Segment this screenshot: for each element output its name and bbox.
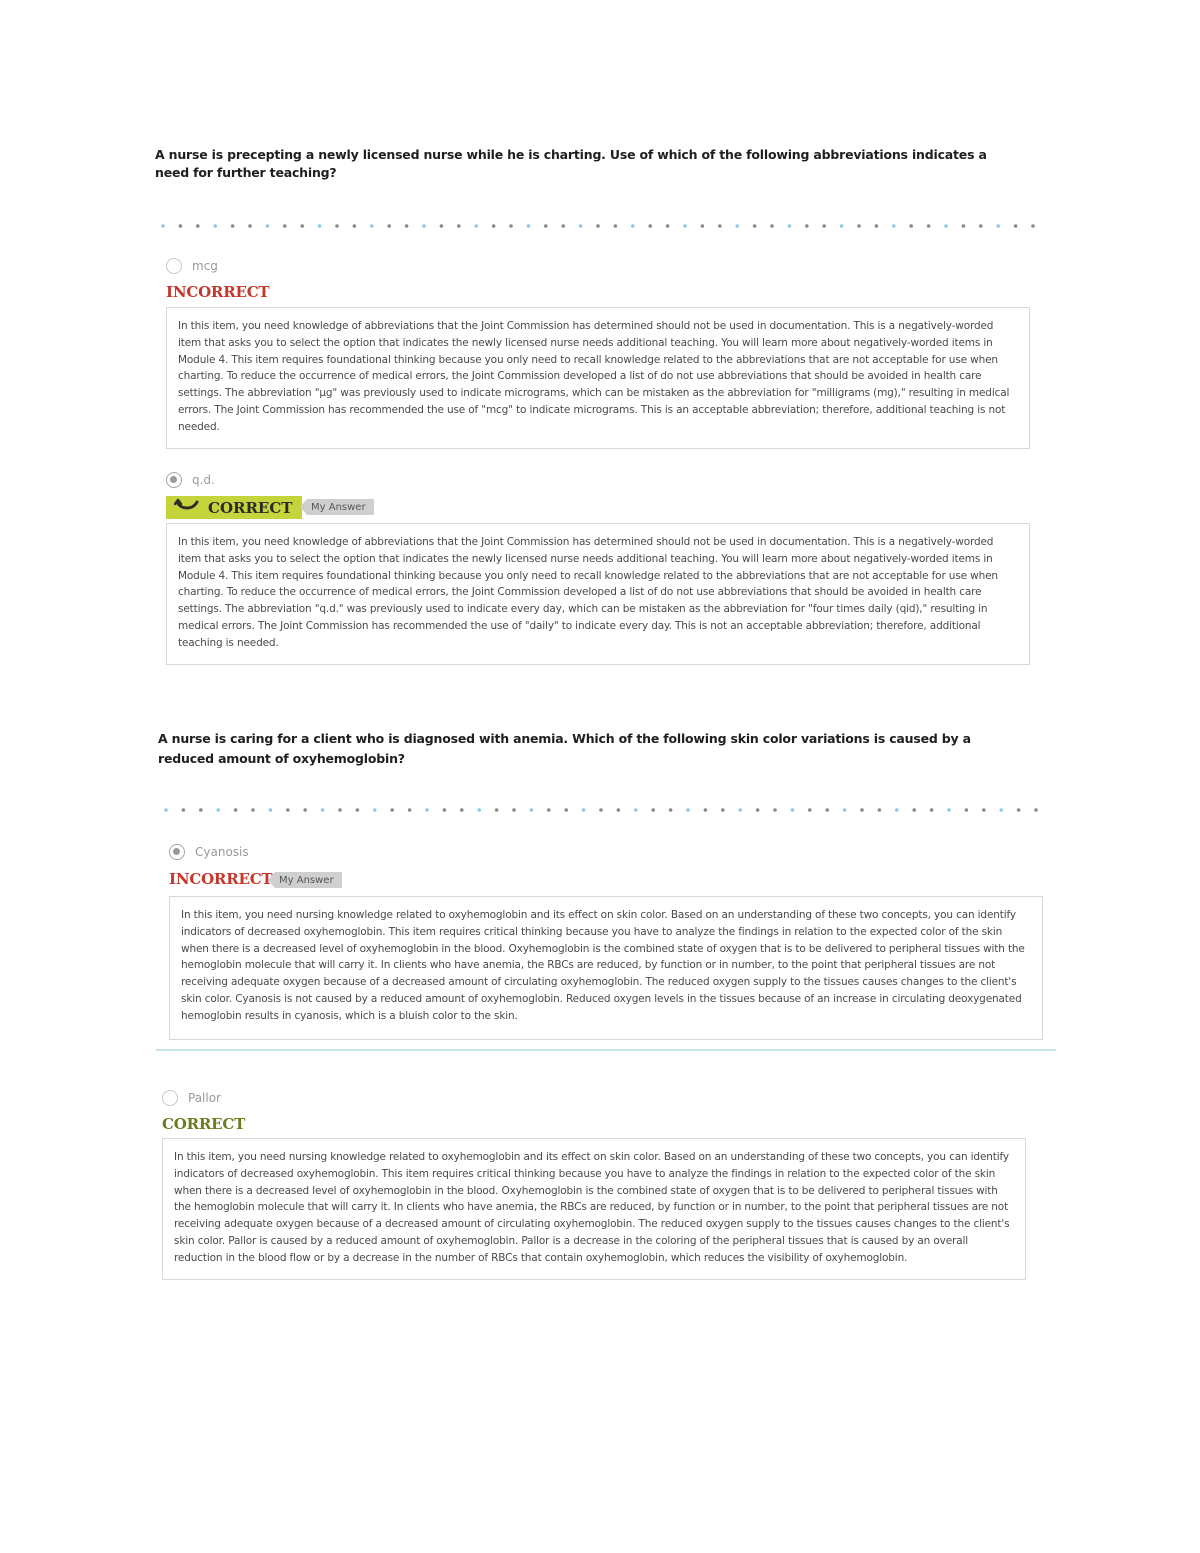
separator-dot	[599, 808, 603, 812]
q2-option-pallor-label: Pallor	[188, 1091, 221, 1105]
separator-dot	[303, 808, 307, 812]
q1-option-qd-radio[interactable]	[166, 472, 182, 488]
separator-dot	[860, 808, 864, 812]
separator-dot	[283, 224, 287, 228]
separator-dot	[788, 224, 792, 228]
separator-dot	[405, 224, 409, 228]
separator-dot	[457, 224, 461, 228]
q2-option-pallor[interactable]	[162, 1090, 221, 1106]
q1-option-qd[interactable]	[166, 472, 215, 488]
separator-dot	[443, 808, 447, 812]
separator-dot	[1014, 224, 1018, 228]
separator-dot	[982, 808, 986, 812]
q1-option-mcg-label: mcg	[192, 259, 218, 273]
separator-dot	[822, 224, 826, 228]
separator-dot	[840, 224, 844, 228]
separator-dot	[1017, 808, 1021, 812]
separator-dot	[770, 224, 774, 228]
separator-dot	[651, 808, 655, 812]
separator-dot	[251, 808, 255, 812]
separator-dot	[269, 808, 273, 812]
q2-my-answer-label: My Answer	[275, 872, 342, 888]
separator-dot	[666, 224, 670, 228]
separator-dot	[353, 224, 357, 228]
separator-dot	[825, 808, 829, 812]
separator-dot	[182, 808, 186, 812]
smile-check-icon	[174, 498, 200, 517]
separator-dot	[440, 224, 444, 228]
separator-dot	[1031, 224, 1035, 228]
separator-dot	[753, 224, 757, 228]
separator-dot	[875, 224, 879, 228]
separator-dot	[718, 224, 722, 228]
q1-option-mcg[interactable]	[166, 258, 218, 274]
separator-dot	[564, 808, 568, 812]
separator-dot	[756, 808, 760, 812]
separator-dot	[408, 808, 412, 812]
separator-dot	[965, 808, 969, 812]
separator-dot	[892, 224, 896, 228]
q2-option-cyanosis-status: INCORRECT	[169, 870, 273, 888]
separator-dot	[286, 808, 290, 812]
separator-dot	[231, 224, 235, 228]
separator-dot	[634, 808, 638, 812]
q1-option-qd-label: q.d.	[192, 473, 215, 487]
separator-dot	[266, 224, 270, 228]
separator-dot	[216, 808, 220, 812]
question-2-text: A nurse is caring for a client who is diagnosed with anemia. Which of the following skin color variations is caused by a reduced amount of oxyhemoglobin?	[158, 731, 971, 766]
separator-dot	[735, 224, 739, 228]
separator-dot	[721, 808, 725, 812]
separator-dot	[909, 224, 913, 228]
separator-dot	[857, 224, 861, 228]
separator-dot	[648, 224, 652, 228]
separator-dot	[199, 808, 203, 812]
separator-dot	[213, 224, 217, 228]
separator-dot	[338, 808, 342, 812]
separator-dot	[356, 808, 360, 812]
q2-option-pallor-radio[interactable]	[162, 1090, 178, 1106]
separator-dot	[318, 224, 322, 228]
separator-dot	[631, 224, 635, 228]
separator-dot	[947, 808, 951, 812]
separator-dot	[495, 808, 499, 812]
q2-option-pallor-status: CORRECT	[162, 1115, 246, 1133]
separator-dot	[425, 808, 429, 812]
separator-dot	[669, 808, 673, 812]
separator-dot	[912, 808, 916, 812]
q1-my-answer-tag	[300, 499, 374, 515]
q2-option-cyanosis-label: Cyanosis	[195, 845, 249, 859]
q2-option-pallor-rationale: In this item, you need nursing knowledge related to oxyhemoglobin and its effect on skin color. Based on an understanding of these two concepts, you can identify indicators of decreased oxyhemoglobin. This item requires critical thinking because you have to analyze the findings in relation to the expected color of the skin when there is a decreased level of oxyhemoglobin in the blood. Oxyhemoglobin is the combined state of oxygen that is to be delivered to peripheral tissues with the hemoglobin molecule that will carry it. In clients who have anemia, the RBCs are reduced, by function or in number, to the point that peripheral tissues are not receiving adequate oxygen because of a decreased amount of circulating oxyhemoglobin. The reduced oxygen supply to the tissues causes changes to the client's skin color. Pallor is caused by a reduced amount of oxyhemoglobin. Pallor is a decrease in the coloring of the peripheral tissues that is caused by an overall reduction in the blood flow or by a decrease in the number of RBCs that contain oxyhemoglobin, which reduces the visibility of oxyhemoglobin.	[162, 1138, 1026, 1280]
separator-dot	[547, 808, 551, 812]
separator-dot	[791, 808, 795, 812]
separator-dot	[527, 224, 531, 228]
separator-dot	[930, 808, 934, 812]
separator-dot	[704, 808, 708, 812]
separator-dot	[808, 808, 812, 812]
separator-dot	[164, 808, 168, 812]
separator-dot	[512, 808, 516, 812]
q2-option-cyanosis-radio[interactable]	[169, 844, 185, 860]
separator-dot	[422, 224, 426, 228]
separator-dot	[683, 224, 687, 228]
question-1-dotted-separator	[160, 223, 1035, 229]
separator-dot	[248, 224, 252, 228]
separator-dot	[999, 808, 1003, 812]
separator-dot	[530, 808, 534, 812]
separator-dot	[477, 808, 481, 812]
separator-dot	[387, 224, 391, 228]
separator-dot	[582, 808, 586, 812]
q1-my-answer-label: My Answer	[307, 499, 374, 515]
separator-dot	[895, 808, 899, 812]
separator-dot	[962, 224, 966, 228]
separator-dot	[544, 224, 548, 228]
separator-dot	[686, 808, 690, 812]
separator-dot	[596, 224, 600, 228]
separator-dot	[805, 224, 809, 228]
separator-dot	[390, 808, 394, 812]
separator-dot	[370, 224, 374, 228]
q2-my-answer-tag	[268, 872, 342, 888]
separator-dot	[509, 224, 513, 228]
separator-dot	[878, 808, 882, 812]
separator-dot	[196, 224, 200, 228]
separator-dot	[773, 808, 777, 812]
separator-dot	[738, 808, 742, 812]
separator-dot	[492, 224, 496, 228]
section-divider	[156, 1049, 1056, 1051]
separator-dot	[321, 808, 325, 812]
q1-option-qd-status: CORRECT	[208, 498, 293, 517]
q2-option-cyanosis-rationale: In this item, you need nursing knowledge related to oxyhemoglobin and its effect on skin color. Based on an understanding of these two concepts, you can identify indicators of decreased oxyhemoglobin. This item requires critical thinking because you have to analyze the findings in relation to the expected color of the skin when there is a decreased level of oxyhemoglobin in the blood. Oxyhemoglobin is the combined state of oxygen that is to be delivered to peripheral tissues with the hemoglobin molecule that will carry it. In clients who have anemia, the RBCs are reduced, by function or in number, to the point that peripheral tissues are not receiving adequate oxygen because of a decreased amount of circulating oxyhemoglobin. The reduced oxygen supply to the tissues causes changes to the client's skin color. Cyanosis is not caused by a reduced amount of oxyhemoglobin. Reduced oxygen levels in the tissues because of an increase in circulating deoxygenated hemoglobin results in cyanosis, which is a bluish color to the skin.	[169, 896, 1043, 1040]
q2-option-cyanosis[interactable]	[169, 844, 249, 860]
q1-option-qd-correct-badge	[166, 496, 302, 519]
separator-dot	[460, 808, 464, 812]
separator-dot	[579, 224, 583, 228]
separator-dot	[474, 224, 478, 228]
separator-dot	[179, 224, 183, 228]
separator-dot	[1034, 808, 1038, 812]
question-2-dotted-separator	[163, 807, 1048, 813]
q1-option-mcg-rationale: In this item, you need knowledge of abbreviations that the Joint Commission has determined should not be used in documentation. This is a negatively-worded item that asks you to select the option that indicates the newly licensed nurse needs additional teaching. You will learn more about negatively-worded items in Module 4. This item requires foundational thinking because you only need to recall knowledge related to the abbreviations that are not acceptable for use when charting. To reduce the occurrence of medical errors, the Joint Commission developed a list of do not use abbreviations that should be avoided in health care settings. The abbreviation "μg" was previously used to indicate micrograms, which can be mistaken as the abbreviation for "milligrams (mg)," resulting in medical errors. The Joint Commission has recommended the use of "mcg" to indicate micrograms. This is an acceptable abbreviation; therefore, additional teaching is not needed.	[166, 307, 1030, 449]
separator-dot	[300, 224, 304, 228]
separator-dot	[996, 224, 1000, 228]
q1-option-mcg-radio[interactable]	[166, 258, 182, 274]
separator-dot	[927, 224, 931, 228]
separator-dot	[944, 224, 948, 228]
q1-option-mcg-status: INCORRECT	[166, 283, 270, 301]
separator-dot	[161, 224, 165, 228]
separator-dot	[335, 224, 339, 228]
separator-dot	[234, 808, 238, 812]
separator-dot	[617, 808, 621, 812]
separator-dot	[561, 224, 565, 228]
separator-dot	[701, 224, 705, 228]
separator-dot	[979, 224, 983, 228]
separator-dot	[843, 808, 847, 812]
q1-option-qd-rationale: In this item, you need knowledge of abbreviations that the Joint Commission has determined should not be used in documentation. This is a negatively-worded item that asks you to select the option that indicates the newly licensed nurse needs additional teaching. You will learn more about negatively-worded items in Module 4. This item requires foundational thinking because you only need to recall knowledge related to the abbreviations that are not acceptable for use when charting. To reduce the occurrence of medical errors, the Joint Commission developed a list of do not use abbreviations that should be avoided in health care settings. The abbreviation "q.d." was previously used to indicate every day, which can be mistaken as the abbreviation for "four times daily (qid)," resulting in medical errors. The Joint Commission has recommended the use of "daily" to indicate every day. This is not an acceptable abbreviation; therefore, additional teaching is needed.	[166, 523, 1030, 665]
question-1-text: A nurse is precepting a newly licensed nurse while he is charting. Use of which of the following abbreviations indicates a need for further teaching?	[155, 147, 987, 180]
separator-dot	[614, 224, 618, 228]
separator-dot	[373, 808, 377, 812]
